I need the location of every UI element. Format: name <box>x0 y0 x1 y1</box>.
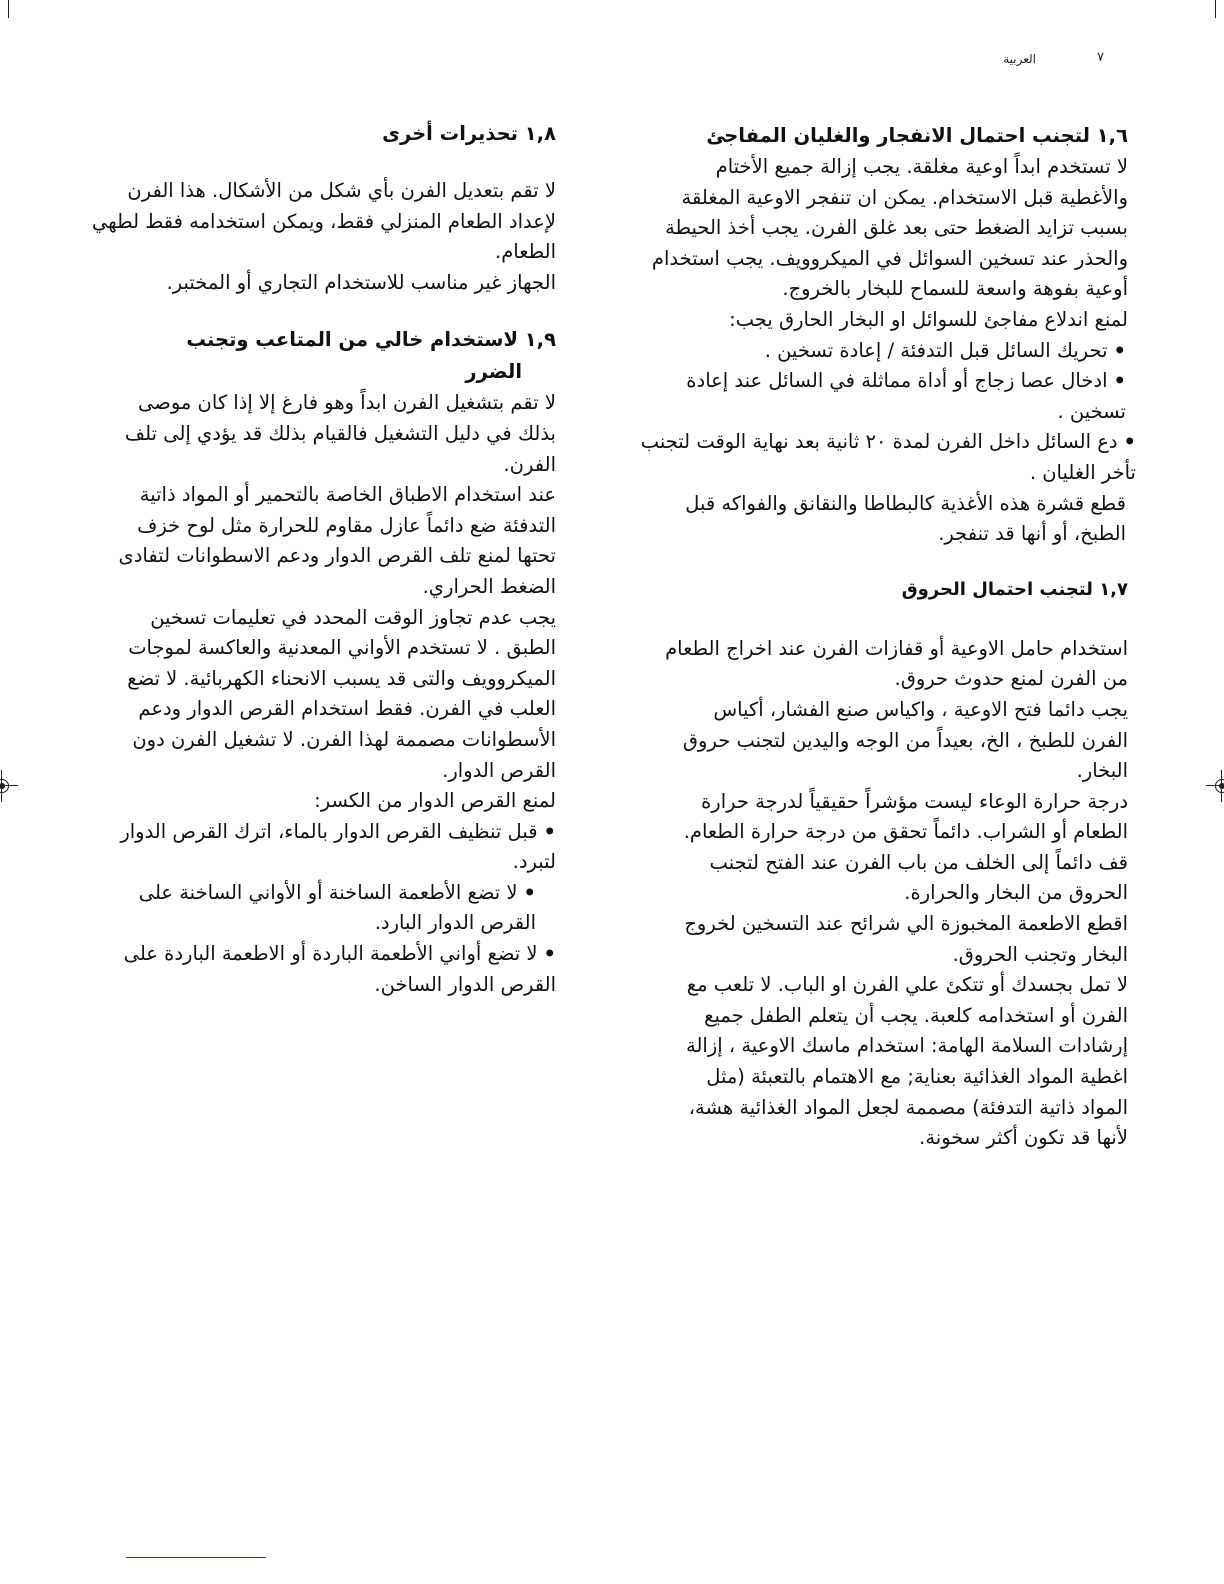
s16-after-line: قطع قشرة هذه الأغذية كالبطاطا والنقانق والفواكه قبل <box>685 491 1126 515</box>
s16-line: لمنع اندلاع مفاجئ للسوائل او البخار الحارق يجب: <box>729 307 1128 331</box>
s16-line: والأغطية قبل الاستخدام. يمكن ان تنفجر الاوعية المغلقة <box>681 185 1128 209</box>
s16-after-line: الطبخ، أو أنها قد تنفجر. <box>938 522 1126 546</box>
s16-line: والحذر عند تسخين السوائل في الميكروويف. يجب استخدام <box>651 246 1128 270</box>
bullet-icon: • <box>1113 338 1126 362</box>
section-1-9 <box>80 324 556 1000</box>
s19-line: عند استخدام الاطباق الخاصة بالتحمير أو المواد ذاتية <box>139 483 556 507</box>
s17-line: الحروق من البخار والحرارة. <box>904 881 1128 905</box>
s17-line: يجب دائما فتح الاوعية ، واكياس صنع الفشار، أكياس <box>713 697 1128 721</box>
s17-line: لأنها قد تكون أكثر سخونة. <box>919 1126 1128 1150</box>
s17-line: اقطع الاطعمة المخبوزة الي شرائح عند التسخين لخروج <box>684 912 1128 936</box>
s17-line: البخار وتجنب الحروق. <box>952 942 1128 966</box>
s19-line: يجب عدم تجاوز الوقت المحدد في تعليمات تسخين <box>150 605 556 629</box>
s17-line: اغطية المواد الغذائية بعناية; مع الاهتمام بالتعبئة (مثل <box>706 1065 1128 1089</box>
section-1-7 <box>598 574 1128 1154</box>
footer-rule <box>126 1557 266 1558</box>
s19-line: لمنع القرص الدوار من الكسر: <box>314 789 556 813</box>
bullet-icon: • <box>1123 430 1136 454</box>
s17-line: المواد ذاتية التدفئة) مصممة لجعل المواد الغذائية هشة، <box>688 1095 1128 1119</box>
registration-mark-left-icon <box>0 776 12 796</box>
s17-line: قف دائماً إلى الخلف من باب الفرن عند الفتح لتجنب <box>709 850 1128 874</box>
s19-line: الفرن. <box>503 452 556 476</box>
s17-line: الفرن للطبخ ، الخ، بعيداً من الوجه واليدين لتجنب حروق <box>682 728 1128 752</box>
s16-line: أوعية بفوهة واسعة للسماح للبخار بالخروج. <box>782 277 1128 301</box>
header-language: العربية <box>1003 52 1036 66</box>
list-item: •قبل تنظيف القرص الدوار بالماء، اترك القرص الدوار لتبرد. <box>120 819 556 874</box>
left-column <box>80 118 556 1000</box>
s18-line: لإعداد الطعام المنزلي فقط، ويمكن استخدامه فقط لطهي <box>91 209 556 233</box>
s17-line: الفرن أو استخدامه كلعبة. يجب أن يتعلم الطفل جميع <box>704 1003 1128 1027</box>
s17-line: البخار. <box>1076 759 1128 783</box>
bullet-icon: • <box>1113 369 1126 393</box>
section-1-9-title: ١,٩ لاستخدام خالي من المتاعب وتجنب <box>186 328 556 352</box>
page-number: ٧ <box>1097 50 1104 65</box>
right-column <box>598 120 1136 1154</box>
s19-line: التدفئة ضع دائماً عازل مقاوم للحرارة مثل لوح خزف <box>137 513 556 537</box>
s19-line: لا تقم بتشغيل الفرن ابداً وهو فارغ إلا إذا كان موصى <box>138 391 556 415</box>
section-1-6 <box>598 120 1136 550</box>
s18-line: لا تقم بتعديل الفرن بأي شكل من الأشكال. هذا الفرن <box>127 179 556 202</box>
s19-line: بذلك في دليل التشغيل فالقيام بذلك قد يؤدي إلى تلف <box>124 421 556 445</box>
section-1-8-title: ١,٨ تحذيرات أخرى <box>382 122 556 145</box>
registration-mark-right-icon <box>1212 776 1224 796</box>
crop-mark-top-right <box>1215 0 1216 18</box>
bullet-icon: • <box>523 880 536 904</box>
list-item: •لا تضع الأطعمة الساخنة أو الأواني الساخنة على القرص الدوار البارد. <box>138 880 536 935</box>
s19-line: الضغط الحراري. <box>422 574 556 598</box>
s19-line: العلب في الفرن. فقط استخدام القرص الدوار ودعم <box>138 697 556 721</box>
s18-line: الطعام. <box>495 240 556 264</box>
list-item: •دع السائل داخل الفرن لمدة ٢٠ ثانية بعد نهاية الوقت لتجنب تأخر الغليان . <box>640 430 1136 484</box>
s19-line: تحتها لمنع تلف القرص الدوار ودعم الاسطوانات لتفادى <box>118 544 556 568</box>
s17-line: درجة حرارة الوعاء ليست مؤشراً حقيقياً لدرجة حرارة <box>701 789 1128 813</box>
list-item: •ادخال عصا زجاج أو أداة مماثلة في السائل عند إعادة تسخين . <box>686 369 1126 423</box>
s17-line: استخدام حامل الاوعية أو قفازات الفرن عند اخراج الطعام <box>665 636 1128 660</box>
section-1-9-title-cont: الضرر <box>465 360 522 384</box>
list-item: •تحريك السائل قبل التدفئة / إعادة تسخين . <box>764 338 1126 362</box>
s16-bullet-list <box>598 336 1136 489</box>
section-1-6-title: ١,٦ لتجنب احتمال الانفجار والغليان المفاجئ <box>706 124 1128 147</box>
s16-line: لا تستخدم ابداً اوعية مغلقة. يجب إزالة جميع الأختام <box>715 155 1128 178</box>
bullet-icon: • <box>543 942 556 966</box>
s17-line: إرشادات السلامة الهامة: استخدام ماسك الاوعية ، إزالة <box>686 1034 1128 1058</box>
s19-line: الميكروويف والتى قد يسبب الانحناء الكهربائية. لا تضع <box>127 666 556 690</box>
bullet-icon: • <box>543 819 556 843</box>
s17-line: من الفرن لمنع حدوث حروق. <box>894 667 1128 691</box>
section-1-7-title: ١,٧ لتجنب احتمال الحروق <box>901 578 1128 600</box>
s16-line: بسبب تزايد الضغط حتى بعد غلق الفرن. يجب أخذ الحيطة <box>665 216 1128 240</box>
s19-line: القرص الدوار. <box>442 758 556 782</box>
crop-mark-top-left <box>8 0 9 18</box>
s19-line: الطبق . لا تستخدم الأواني المعدنية والعاكسة لموجات <box>128 636 556 660</box>
s19-bullet-list <box>80 817 556 1001</box>
s19-line: الأسطوانات مصممة لهذا الفرن. لا تشغيل الفرن دون <box>132 727 556 751</box>
section-1-8 <box>80 118 556 298</box>
s17-line: لا تمل بجسدك أو تتكئ علي الفرن او الباب. لا تلعب مع <box>686 973 1128 997</box>
list-item: •لا تضع أواني الأطعمة الباردة أو الاطعمة الباردة على القرص الدوار الساخن. <box>123 942 556 996</box>
s17-line: الطعام أو الشراب. دائماً تحقق من درجة حرارة الطعام. <box>683 820 1128 844</box>
s18-line: الجهاز غير مناسب للاستخدام التجاري أو المختبر. <box>166 270 556 294</box>
